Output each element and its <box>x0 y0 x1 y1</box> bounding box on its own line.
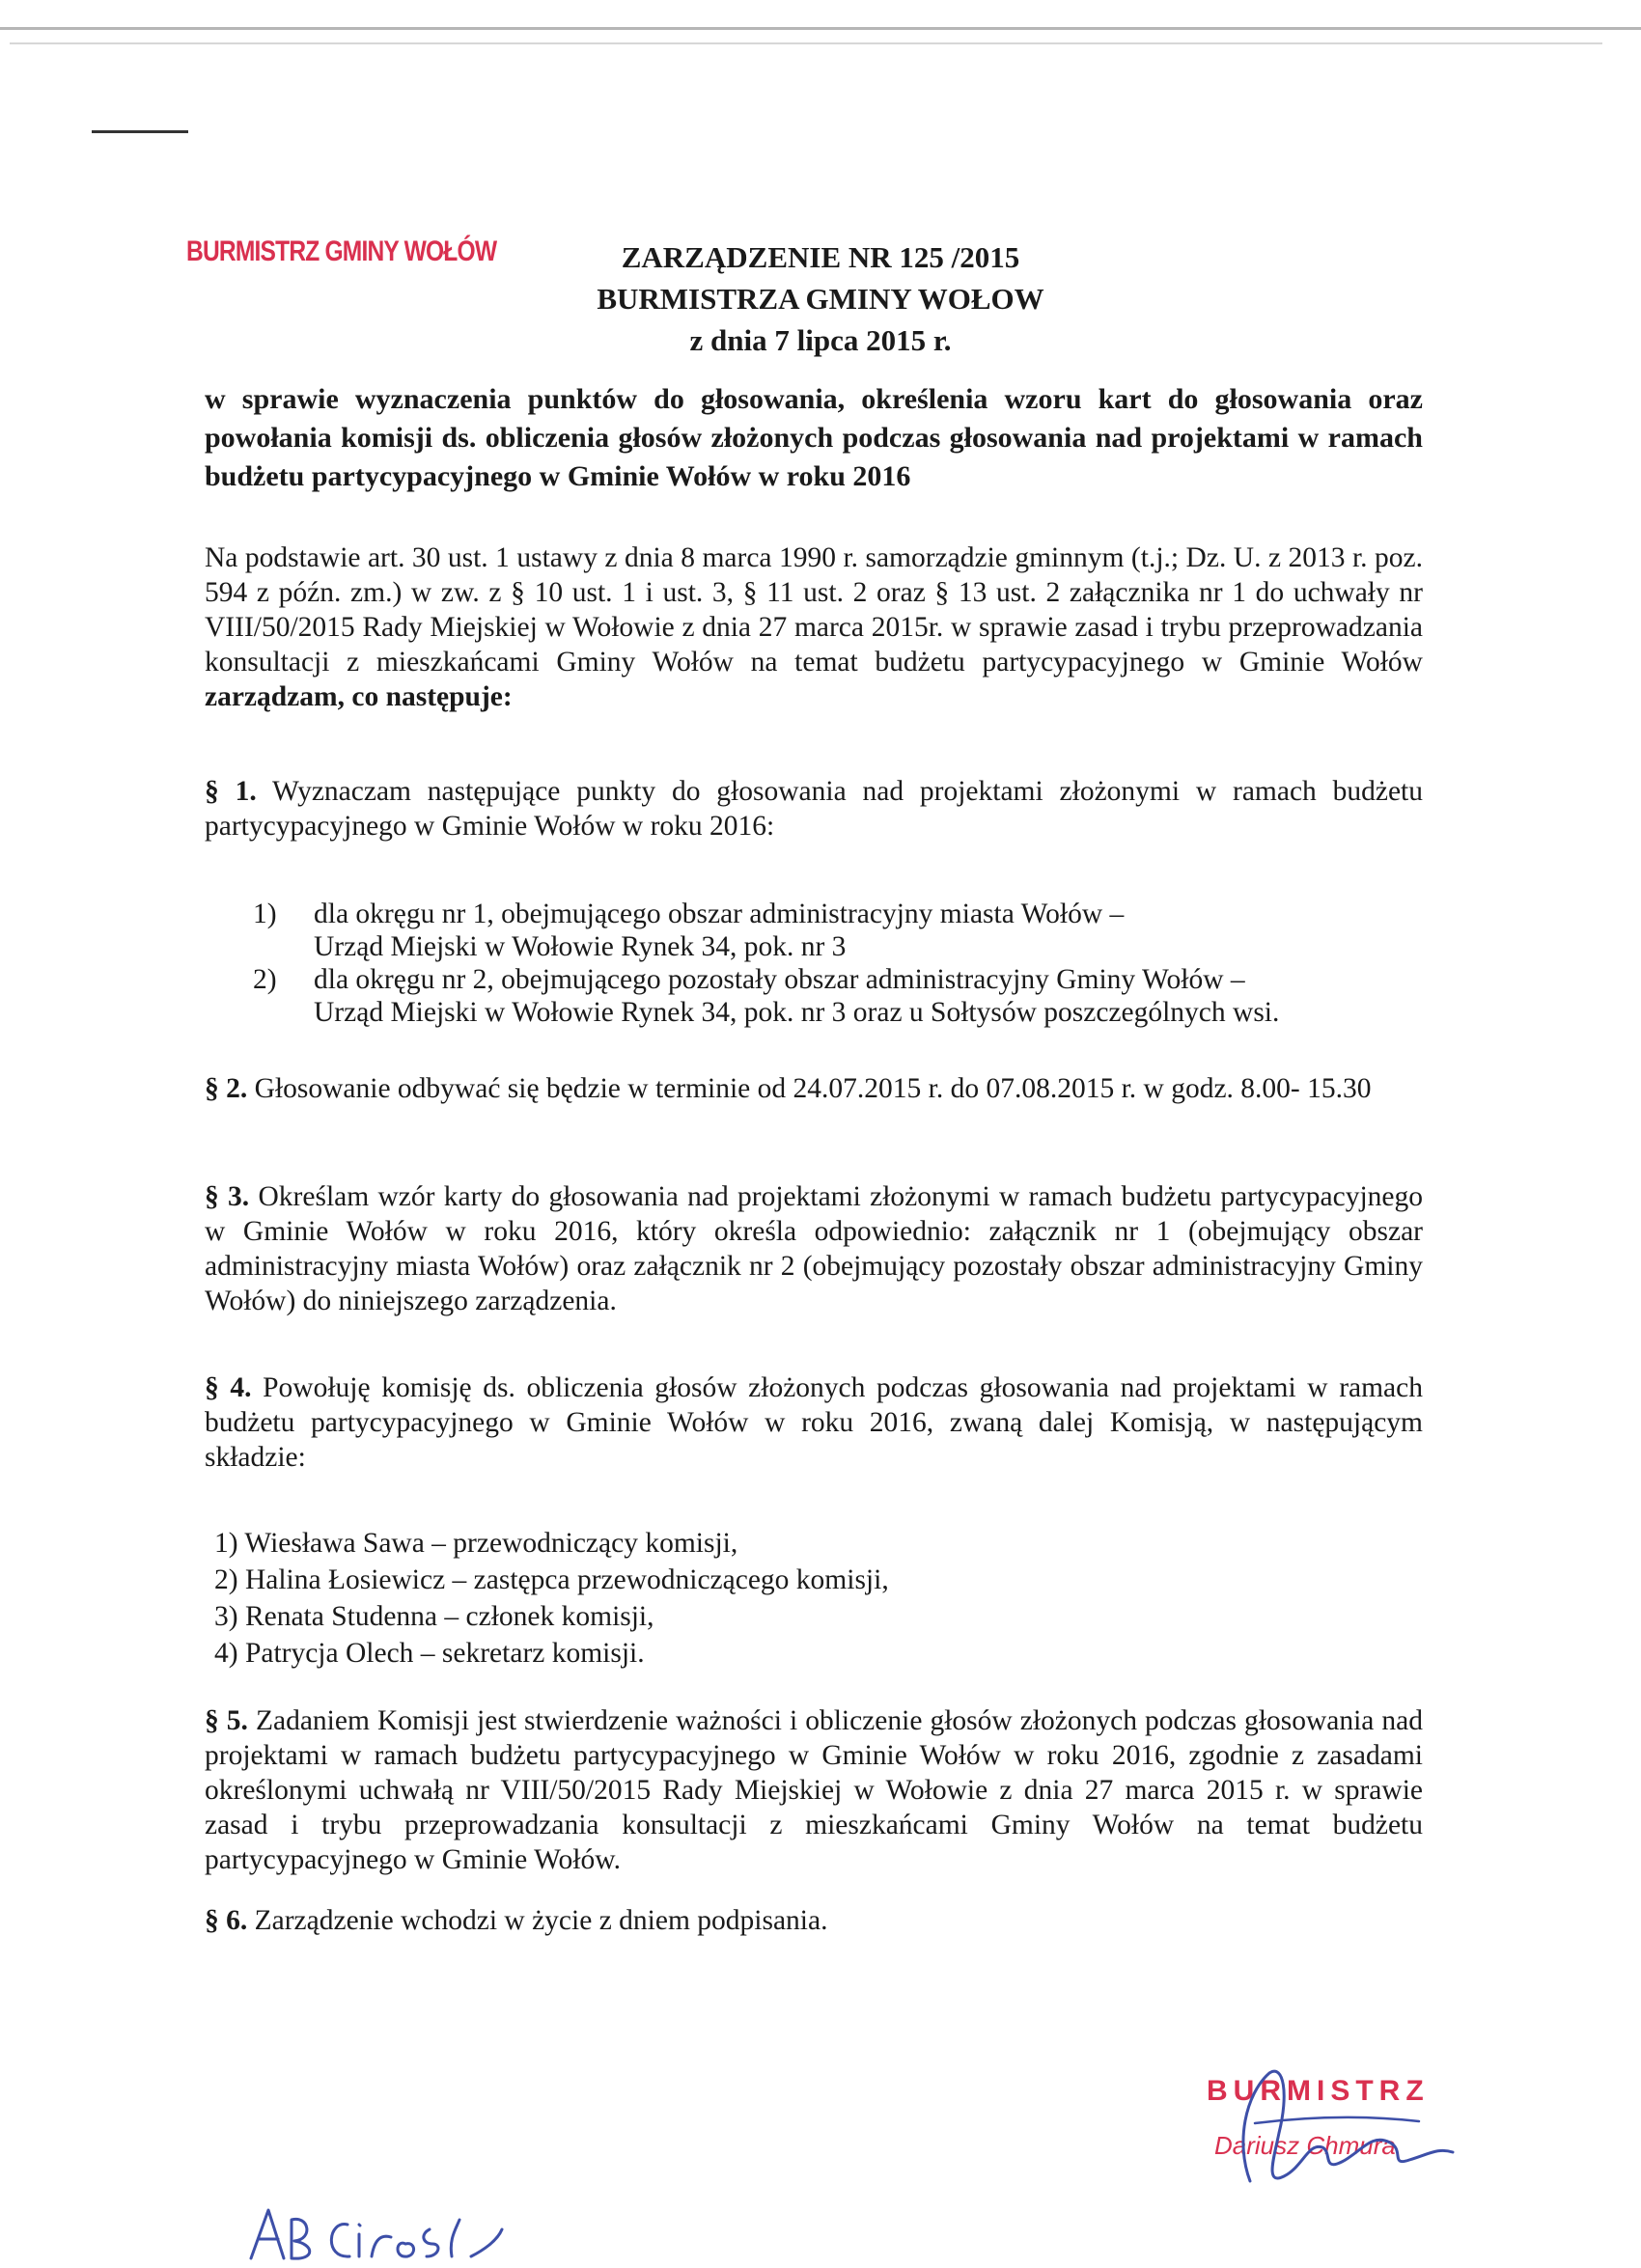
scan-edge-line <box>0 27 1641 30</box>
section-label: § 2. <box>205 1073 248 1104</box>
issuer: BURMISTRZA GMINY WOŁOW <box>597 282 1044 316</box>
section-2 <box>205 1071 1423 1106</box>
preamble-decree: zarządzam, co następuje: <box>205 681 513 712</box>
section-label: § 3. <box>205 1181 250 1212</box>
scan-mark <box>92 130 188 133</box>
section-label: § 5. <box>205 1705 248 1736</box>
item-line: dla okręgu nr 1, obejmującego obszar administracyjny miasta Wołów – <box>314 899 1125 929</box>
section-text: Wyznaczam następujące punkty do głosowania nad projektami złożonymi w ramach budżetu partycypacyjnego w Gminie Wołów w roku 2016: <box>205 776 1424 842</box>
header-stamp: BURMISTRZ GMINY WOŁÓW <box>186 235 497 267</box>
handwritten-note <box>241 2191 521 2268</box>
member-item: 3) Renata Studenna – członek komisji, <box>214 1601 654 1632</box>
signature-stamp-title: BURMISTRZ <box>1207 2075 1430 2107</box>
commission-members <box>214 1525 889 1672</box>
preamble-text: Na podstawie art. 30 ust. 1 ustawy z dnia 8 marca 1990 r. samorządzie gminnym (t.j.; Dz. U. z 2013 r. poz. 594 z późn. zm.) w zw. z § 10 ust. 1 i ust. 3, § 11 ust. 2 oraz § 13 ust. 2 załącznika nr 1 do uchwały nr VIII/50/2015 Rady Miejskiej w Wołowie z dnia 27 marca 2015r. w sprawie zasad i trybu przeprowadzania konsultacji z mieszkańcami Gminy Wołów na temat budżetu partycypacyjnego w Gminie Wołów <box>205 542 1423 678</box>
item-line: Urząd Miejski w Wołowie Rynek 34, pok. nr 3 oraz u Sołtysów poszczególnych wsi. <box>314 997 1280 1028</box>
issue-date: z dnia 7 lipca 2015 r. <box>689 323 952 357</box>
section-text: Głosowanie odbywać się będzie w terminie od 24.07.2015 r. do 07.08.2015 r. w godz. 8.00- 15.30 <box>254 1073 1372 1104</box>
section-6 <box>205 1903 1423 1938</box>
item-line: dla okręgu nr 2, obejmującego pozostały obszar administracyjny Gminy Wołów – <box>314 964 1245 995</box>
list-item <box>205 898 1279 963</box>
list-item <box>205 963 1279 1029</box>
voting-points-list <box>205 898 1279 1029</box>
section-label: § 4. <box>205 1372 252 1403</box>
section-1 <box>205 774 1423 844</box>
section-4 <box>205 1370 1423 1475</box>
member-item: 1) Wiesława Sawa – przewodniczący komisji, <box>214 1528 738 1559</box>
section-3 <box>205 1179 1423 1318</box>
item-line: Urząd Miejski w Wołowie Rynek 34, pok. nr 3 <box>314 931 847 962</box>
document-title: w sprawie wyznaczenia punktów do głosowania, określenia wzoru kart do głosowania oraz powołania komisji ds. obliczenia głosów złożonych podczas głosowania nad projektami w ramach budżetu partycypacyjnego w Gminie Wołów w roku 2016 <box>205 383 1423 492</box>
item-number: 1) <box>253 899 277 929</box>
section-text: Zadaniem Komisji jest stwierdzenie ważności i obliczenie głosów złożonych podczas głosowania nad projektami w ramach budżetu partycypacyjnego w Gminie Wołów w roku 2016, zgodnie z zasadami określonymi uchwałą nr VIII/50/2015 Rady Miejskiej w Wołowie z dnia 27 marca 2015 r. w sprawie zasad i trybu przeprowadzania konsultacji z mieszkańcami Gminy Wołów na temat budżetu partycypacyjnego w Gminie Wołów. <box>205 1705 1424 1875</box>
signature-stamp-name: Dariusz Chmura <box>1214 2131 1396 2160</box>
section-text: Określam wzór karty do głosowania nad projektami złożonymi w ramach budżetu partycypacyjnego w Gminie Wołów w roku 2016, który określa odpowiednio: załącznik nr 1 (obejmujący obszar administracyjny miasta Wołów) oraz załącznik nr 2 (obejmujący pozostały obszar administracyjny Gminy Wołów) do niniejszego zarządzenia. <box>205 1181 1424 1316</box>
scan-edge-line <box>10 42 1602 44</box>
member-item: 2) Halina Łosiewicz – zastępca przewodniczącego komisji, <box>214 1564 889 1595</box>
item-number: 2) <box>253 964 277 995</box>
section-label: § 1. <box>205 776 257 807</box>
bleed-through <box>1207 253 1212 279</box>
section-5 <box>205 1703 1423 1877</box>
preamble <box>205 540 1423 714</box>
ordinance-number: ZARZĄDZENIE NR 125 /2015 <box>621 240 1020 274</box>
section-text: Zarządzenie wchodzi w życie z dniem podpisania. <box>254 1905 828 1936</box>
document-header <box>512 236 1129 361</box>
section-label: § 6. <box>205 1905 248 1936</box>
handwritten-signature <box>1197 2065 1477 2200</box>
member-item: 4) Patrycja Olech – sekretarz komisji. <box>214 1638 645 1669</box>
section-text: Powołuję komisję ds. obliczenia głosów złożonych podczas głosowania nad projektami w ramach budżetu partycypacyjnego w Gminie Wołów w roku 2016, zwaną dalej Komisją, w następującym składzie: <box>205 1372 1423 1473</box>
